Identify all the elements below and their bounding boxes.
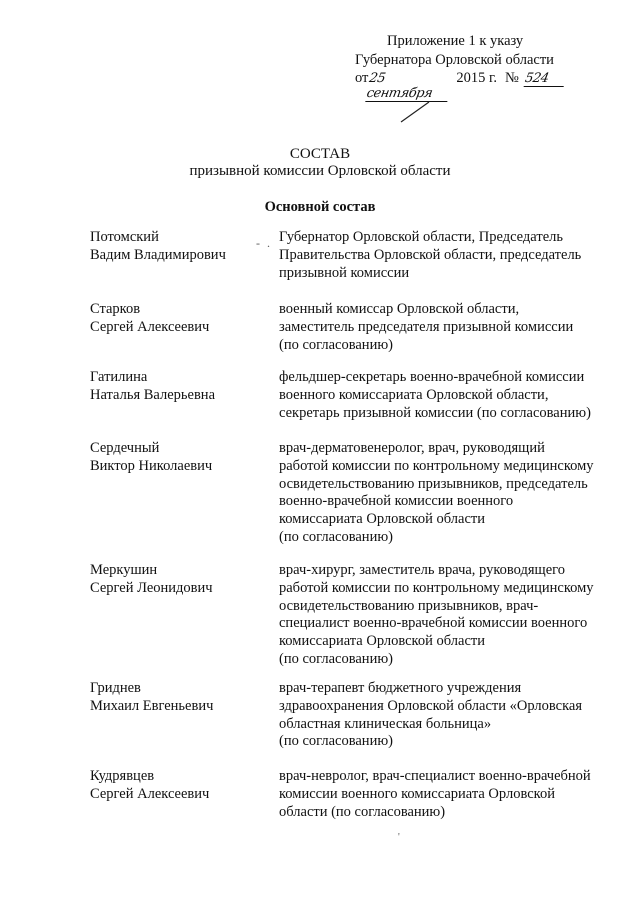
role-line: военно-врачебной комиссии военного [279,493,514,510]
member-role [279,369,619,422]
member-role [279,680,619,751]
signature-stroke-icon [395,100,435,124]
annex-header [355,32,565,102]
role-line: работой комиссии по контрольному медицинскому [279,579,594,596]
member-role [279,562,619,669]
annex-from-label: от [355,70,369,86]
member-name [90,369,270,405]
role-line: военный комиссар Орловской области, [279,301,520,317]
leader-dots-icon: - . [256,236,272,250]
role-line: освидетельствованию призывников, врач- [279,597,539,614]
role-line: военного комиссариата Орловской области, [279,386,549,403]
member-role [279,768,619,821]
member-name [90,768,270,804]
role-line: комиссариата Орловской области [279,511,485,528]
annex-line-2: Губернатора Орловской области [355,51,554,68]
member-surname: Сердечный [90,440,160,456]
member-surname: Меркушин [90,562,158,578]
role-line: (по согласованию) [279,528,393,545]
member-role [279,301,619,354]
role-line: области (по согласованию) [279,803,446,820]
member-surname: Кудрявцев [90,768,155,784]
member-surname: Гатилина [90,369,148,385]
member-given-names: Сергей Алексеевич [90,785,210,802]
role-line: (по согласованию) [279,650,393,667]
section-heading: Основной состав [264,199,376,215]
role-line: освидетельствованию призывников, председатель [279,475,588,492]
role-line: врач-терапевт бюджетного учреждения [279,680,522,696]
member-surname: Потомский [90,229,159,245]
role-line: (по согласованию) [279,733,393,750]
member-given-names: Виктор Николаевич [90,457,213,474]
member-name [90,680,270,716]
annex-date-line [355,69,565,102]
role-line: комиссариата Орловской области [279,633,485,650]
role-line: призывной комиссии [279,264,410,281]
member-name [90,229,270,265]
member-given-names: Михаил Евгеньевич [90,697,214,714]
member-given-names: Сергей Алексеевич [90,318,210,335]
role-line: специалист военно-врачебной комиссии военного [279,615,588,632]
member-given-names: Наталья Валерьевна [90,386,215,403]
member-surname: Старков [90,301,141,317]
member-name [90,562,270,598]
document-title: СОСТАВ [289,146,351,162]
role-line: Правительства Орловской области, председатель [279,246,582,263]
role-line: врач-хирург, заместитель врача, руководящего [279,562,565,578]
role-line: Губернатор Орловской области, Председатель [279,229,563,245]
role-line: врач-невролог, врач-специалист военно-врачебной [279,768,591,784]
role-line: здравоохранения Орловской области «Орловская [279,697,583,714]
role-line: врач-дерматовенеролог, врач, руководящий [279,440,545,456]
member-name [90,301,270,337]
member-name [90,440,270,476]
role-line: секретарь призывной комиссии (по согласованию) [279,404,591,421]
handwritten-date: 25 сентября [366,71,453,102]
role-line: работой комиссии по контрольному медицинскому [279,457,594,474]
member-surname: Гриднев [90,680,141,696]
role-line: областная клиническая больница» [279,715,492,732]
scan-speck-icon: ' [398,832,400,843]
annex-line-1: Приложение 1 к указу [387,33,524,49]
member-role [279,440,619,547]
member-role [279,229,619,282]
document-subtitle: призывной комиссии Орловской области [189,163,451,179]
role-line: фельдшер-секретарь военно-врачебной комиссии [279,369,585,385]
role-line: комиссии военного комиссариата Орловской [279,785,555,802]
member-given-names: Вадим Владимирович [90,246,226,263]
member-given-names: Сергей Леонидович [90,579,213,596]
role-line: заместитель председателя призывной комиссии [279,318,574,335]
annex-year: 2015 г. [456,70,497,86]
role-line: (по согласованию) [279,336,393,353]
handwritten-number: 524 [523,71,566,87]
annex-number-sign: № [504,70,519,86]
